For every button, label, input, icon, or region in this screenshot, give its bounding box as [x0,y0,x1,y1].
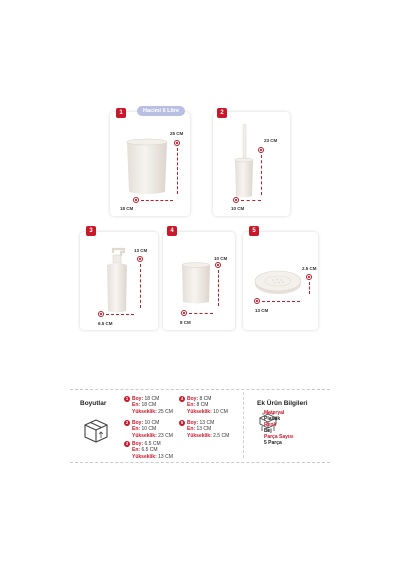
height-label: 23 CM [264,138,278,143]
spec-key: En: [132,426,141,433]
width-line [141,200,173,201]
height-label: 25 CM [170,131,184,136]
spec-key: En: [132,447,141,454]
materyal-key: Materyal [264,410,285,416]
spec-value: 13 CM [196,426,212,433]
product-number-badge: 3 [86,226,96,236]
spec-value: 18 CM [144,396,160,402]
tumbler-cup-image [180,262,212,306]
height-line [261,155,262,195]
spec-number: 3 [125,441,129,446]
info-vertical-divider [243,392,244,458]
width-label: 8 CM [180,320,191,325]
spec-value: 25 CM [158,408,173,415]
toilet-brush-image [231,124,257,200]
height-marker [137,256,143,262]
renk-key: Renk [264,422,277,428]
spec-block-5 [179,420,229,439]
width-label: 10 CM [231,206,245,211]
spec-key: Yükseklik: [187,408,212,415]
width-label: 18 CM [120,206,134,211]
spec-value: 8 CM [196,402,209,409]
spec-key: En: [187,426,196,433]
width-label: 13 CM [255,308,269,313]
product-number-badge: 2 [217,108,227,118]
width-line [189,313,213,314]
soap-dish-image [253,268,303,296]
spec-key: Boy: [132,420,144,426]
spec-value: 10 CM [144,420,160,426]
spec-key: Yükseklik: [132,453,157,460]
package-box-icon [83,418,109,444]
spec-block-1 [124,396,173,415]
spec-number: 5 [180,420,184,425]
spec-key: Boy: [187,396,199,402]
spec-block-3 [124,441,173,460]
spec-key: Boy: [132,396,144,402]
width-line [262,301,300,302]
width-label: 6.5 CM [98,321,113,326]
volume-pill: Hacimi 6 Litre [137,106,185,116]
width-line [106,314,134,315]
spec-value: 6.5 CM [144,441,161,447]
spec-key: Boy: [132,441,144,447]
product-number-badge: 4 [167,226,177,236]
ek-info-list [264,410,293,446]
spec-number: 2 [125,420,129,425]
height-marker [258,147,264,153]
spec-number: 4 [180,396,184,401]
width-marker [254,298,260,304]
height-marker [174,140,180,146]
spec-value: 6.5 CM [141,447,158,454]
height-line [177,148,178,194]
width-marker [133,197,139,203]
height-line [218,270,219,306]
spec-value: 10 CM [141,426,157,433]
height-label: 10 CM [214,256,228,261]
materyal-value: Plastik [264,416,281,422]
info-top-divider [70,389,330,390]
spec-value: 23 CM [158,432,173,439]
height-line [309,282,310,294]
height-marker [215,262,221,268]
height-line [140,264,141,308]
spec-value: 13 CM [199,420,215,426]
spec-value: 10 CM [213,408,228,415]
boyutlar-title: Boyutlar [80,400,107,407]
product-number-badge: 5 [249,226,259,236]
spec-key: Yükseklik: [132,408,157,415]
spec-key: Boy: [187,420,199,426]
spec-value: 2.5 CM [213,432,230,439]
spec-number: 1 [125,396,129,401]
width-marker [233,197,239,203]
parca-value: 5 Parça [264,440,282,446]
spec-key: En: [187,402,196,409]
product-number-badge: 1 [116,108,126,118]
height-label: 13 CM [134,248,148,253]
ek-bilgiler-title: Ek Ürün Bilgileri [257,400,308,407]
trash-bin-image [124,138,170,196]
spec-block-2 [124,420,173,439]
renk-value: Bej [264,428,272,434]
spec-value: 18 CM [141,402,157,409]
parca-key: Parça Sayısı [264,434,294,440]
spec-key: En: [132,402,141,409]
width-line [241,200,261,201]
spec-key: Yükseklik: [132,432,157,439]
soap-dispenser-image [102,247,132,315]
height-label: 2.5 CM [302,266,317,271]
info-bottom-divider [70,462,330,463]
width-marker [181,310,187,316]
height-marker [306,274,312,280]
spec-value: 13 CM [158,453,173,460]
width-marker [98,311,104,317]
spec-block-4 [179,396,228,415]
spec-key: Yükseklik: [187,432,212,439]
spec-value: 8 CM [199,396,212,402]
